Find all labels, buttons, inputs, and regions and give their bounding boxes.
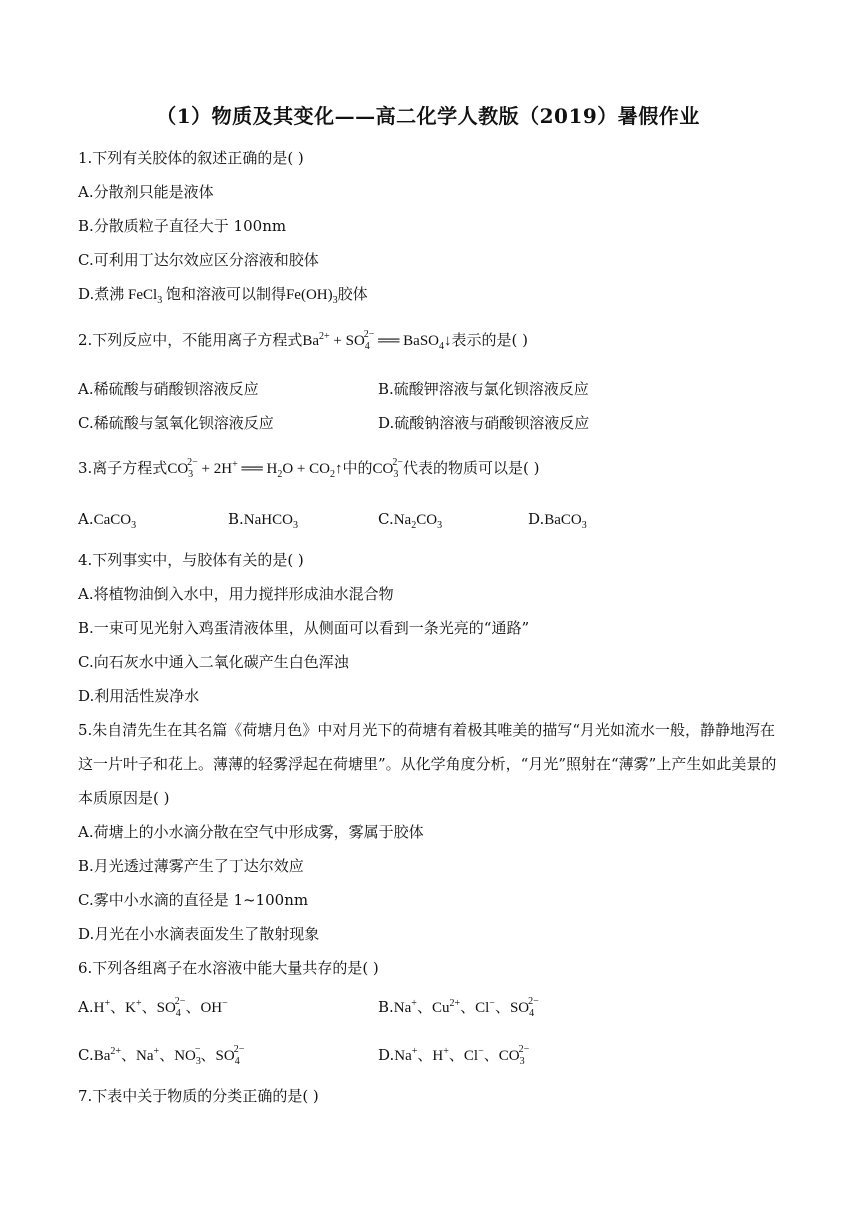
q5-option-c: C.雾中小水滴的直径是 1~100nm <box>78 891 309 909</box>
q6-option-a: A.H+、K+、$SO_4^{2-}$、OH− <box>78 996 228 1019</box>
q4-option-b: B.一束可见光射入鸡蛋清液体里，从侧面可以看到一条光亮的“通路” <box>78 619 530 637</box>
q2-stem: 2.下列反应中，不能用离子方程式$Ba^{2+} + SO_4^{2-}$ ══ BaSO$_4$↓表示的是( ) <box>78 329 528 352</box>
q6-option-b: B.Na+、$Cu^{2+}$、Cl−、$SO_4^{2-}$ <box>378 996 539 1019</box>
ionic-equation-co3: $CO_3^{2-} + 2H^+$ ══ $H_2O$ + $CO_2↑$ <box>167 457 343 480</box>
q3-stem: 3.离子方程式$CO_3^{2-} + 2H^+$ ══ $H_2O$ + $CO_2↑$中的$CO_3^{2-}$代表的物质可以是( ) <box>78 457 540 480</box>
q1-stem: 1.下列有关胶体的叙述正确的是( ) <box>78 149 304 167</box>
q5-option-a: A.荷塘上的小水滴分散在空气中形成雾，雾属于胶体 <box>78 823 424 841</box>
page-title: （1）物质及其变化——高二化学人教版（2019）暑假作业 <box>156 104 700 128</box>
document-page <box>78 100 778 1113</box>
q4-option-a: A.将植物油倒入水中，用力搅拌形成油水混合物 <box>78 585 394 603</box>
q5-option-b: B.月光透过薄雾产生了丁达尔效应 <box>78 857 304 875</box>
q1-option-b: B.分散质粒子直径大于 100nm <box>78 217 287 235</box>
q4-option-d: D.利用活性炭净水 <box>78 687 200 705</box>
q6-options-row-1 <box>78 987 778 1031</box>
q1-option-a: A.分散剂只能是液体 <box>78 183 214 201</box>
q2-option-c: C.稀硫酸与氢氧化钡溶液反应 <box>78 414 274 432</box>
q1-option-d: D.煮沸 FeCl$_3$ 饱和溶液可以制得$Fe(OH)_3$胶体 <box>78 285 368 306</box>
q2-options-row-1 <box>78 372 778 406</box>
q2-options-row-2 <box>78 406 778 440</box>
q5-option-d: D.月光在小水滴表面发生了散射现象 <box>78 925 320 943</box>
formula-feoh3: $Fe(OH)_3$ <box>285 287 338 306</box>
q3-option-a: A.CaCO$_3$ <box>78 510 137 531</box>
q3-option-d: D.BaCO$_3$ <box>528 510 587 531</box>
q2-option-b: B.硫酸钾溶液与氯化钡溶液反应 <box>378 380 589 398</box>
ionic-equation-baso4: $Ba^{2+} + SO_4^{2-}$ ══ BaSO$_4$↓ <box>302 329 452 352</box>
q1-option-c: C.可利用丁达尔效应区分溶液和胶体 <box>78 251 319 269</box>
q7-stem: 7.下表中关于物质的分类正确的是( ) <box>78 1087 319 1105</box>
formula-fecl3: FeCl$_3$ <box>124 287 163 306</box>
q3-options <box>78 502 778 543</box>
q6-options-row-2 <box>78 1035 778 1079</box>
q6-option-d: D.Na+、H+、Cl−、$CO_3^{2-}$ <box>378 1044 530 1067</box>
q2-option-a: A.稀硫酸与硝酸钡溶液反应 <box>78 380 259 398</box>
q3-option-c: $C.Na_2CO_3$ <box>378 510 443 531</box>
q4-stem: 4.下列事实中，与胶体有关的是( ) <box>78 551 304 569</box>
q5-stem: 5.朱自清先生在其名篇《荷塘月色》中对月光下的荷塘有着极其唯美的描写“月光如流水一般，静静地泻在这一片叶子和花上。薄薄的轻雾浮起在荷塘里”。从化学角度分析，“月光”照射在“薄雾”上产生如此美景的本质原因是( ) <box>78 721 777 807</box>
q6-option-c: $C.Ba^{2+}$、Na+、$NO_3^-$、$SO_4^{2-}$ <box>78 1044 245 1067</box>
formula-co3: $CO_3^{2-}$ <box>372 457 403 480</box>
q3-option-b: B.NaHCO$_3$ <box>228 510 298 531</box>
q2-option-d: D.硫酸钠溶液与硝酸钡溶液反应 <box>378 414 590 432</box>
q4-option-c: C.向石灰水中通入二氧化碳产生白色浑浊 <box>78 653 349 671</box>
q6-stem: 6.下列各组离子在水溶液中能大量共存的是( ) <box>78 959 379 977</box>
